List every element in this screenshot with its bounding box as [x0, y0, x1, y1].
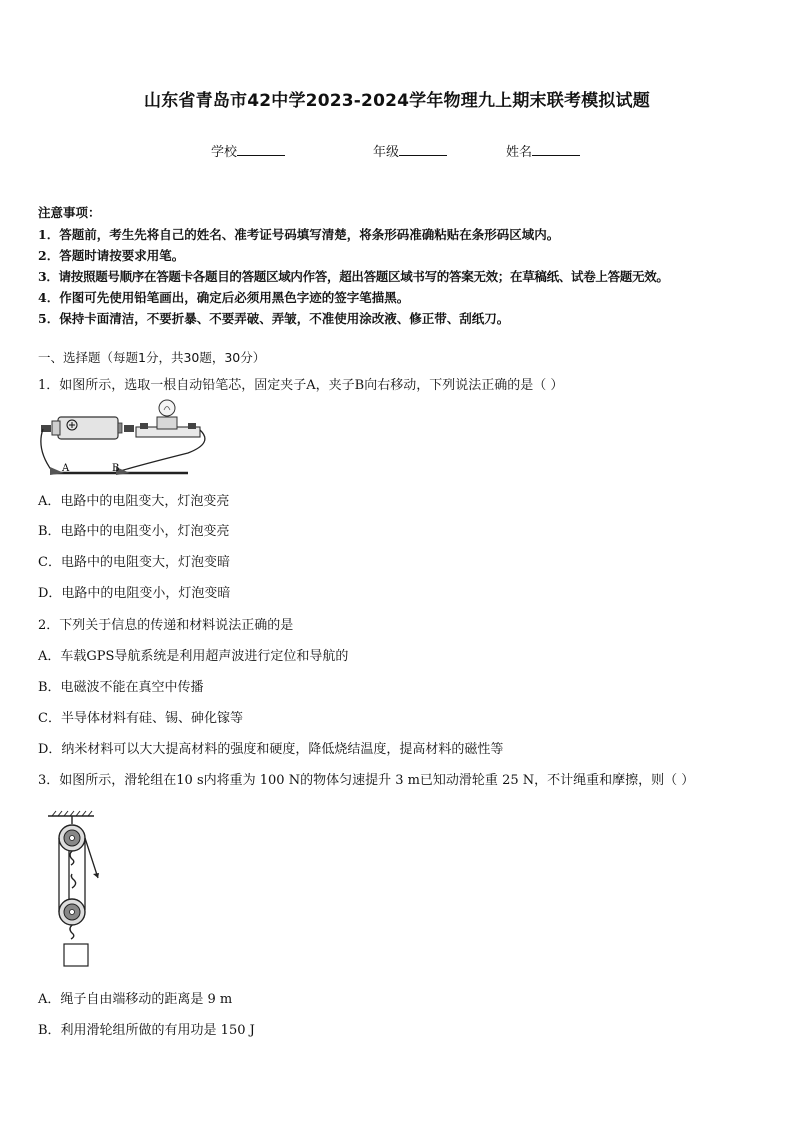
question-1-option-c[interactable]: C．电路中的电阻变大，灯泡变暗 [38, 555, 230, 570]
section-heading: 一、选择题（每题1分，共30题，30分） [38, 350, 266, 365]
question-1-stem: 1．如图所示，选取一根自动铅笔芯，固定夹子A，夹子B向右移动，下列说法正确的是（ ） [38, 378, 564, 393]
note-item: 3．请按照题号顺序在答题卡各题目的答题区域内作答，超出答题区域书写的答案无效；在草稿纸、试卷上答题无效。 [38, 269, 669, 284]
exam-title: 山东省青岛市42中学2023-2024学年物理九上期末联考模拟试题 [144, 91, 650, 111]
school-label: 学校 [211, 145, 238, 160]
school-field[interactable] [211, 141, 285, 160]
pulley-system-figure [42, 810, 112, 970]
question-1-option-d[interactable]: D．电路中的电阻变小，灯泡变暗 [38, 586, 231, 601]
notes-block [38, 202, 768, 329]
name-field[interactable] [506, 141, 580, 160]
grade-label: 年级 [373, 145, 400, 160]
question-3-option-b[interactable]: B．利用滑轮组所做的有用功是 150 J [38, 1023, 255, 1038]
question-2-option-d[interactable]: D．纳米材料可以大大提高材料的强度和硬度，降低烧结温度，提高材料的磁性等 [38, 742, 504, 757]
notes-heading: 注意事项： [38, 205, 101, 220]
question-2-stem: 2．下列关于信息的传递和材料说法正确的是 [38, 618, 294, 633]
note-item: 5．保持卡面清洁，不要折暴、不要弄破、弄皱，不准使用涂改液、修正带、刮纸刀。 [38, 311, 510, 326]
note-item: 2．答题时请按要求用笔。 [38, 248, 185, 263]
question-3-option-a[interactable]: A．绳子自由端移动的距离是 9 m [38, 992, 233, 1007]
name-blank[interactable] [532, 143, 580, 156]
grade-field[interactable] [373, 141, 447, 160]
question-1-option-a[interactable]: A．电路中的电阻变大，灯泡变亮 [38, 494, 230, 509]
question-1-option-b[interactable]: B．电路中的电阻变小，灯泡变亮 [38, 524, 230, 539]
question-2-option-c[interactable]: C．半导体材料有硅、锡、砷化镓等 [38, 711, 243, 726]
note-item: 1．答题前，考生先将自己的姓名、准考证号码填写清楚，将条形码准确粘贴在条形码区域内。 [38, 227, 560, 242]
grade-blank[interactable] [399, 143, 447, 156]
clip-b-label: B [112, 463, 120, 474]
question-2-option-a[interactable]: A．车载GPS导航系统是利用超声波进行定位和导航的 [38, 649, 349, 664]
clip-a-label: A [62, 463, 70, 474]
pencil-lead-circuit-figure [38, 397, 218, 481]
student-info-row [0, 141, 794, 161]
question-3-stem: 3．如图所示，滑轮组在10 s内将重为 100 N的物体匀速提升 3 m已知动滑轮重 25 N，不计绳重和摩擦，则（ ） [38, 773, 695, 788]
school-blank[interactable] [237, 143, 285, 156]
name-label: 姓名 [506, 145, 533, 160]
question-2-option-b[interactable]: B．电磁波不能在真空中传播 [38, 680, 204, 695]
note-item: 4．作图可先使用铅笔画出，确定后必须用黑色字迹的签字笔描黑。 [38, 290, 410, 305]
